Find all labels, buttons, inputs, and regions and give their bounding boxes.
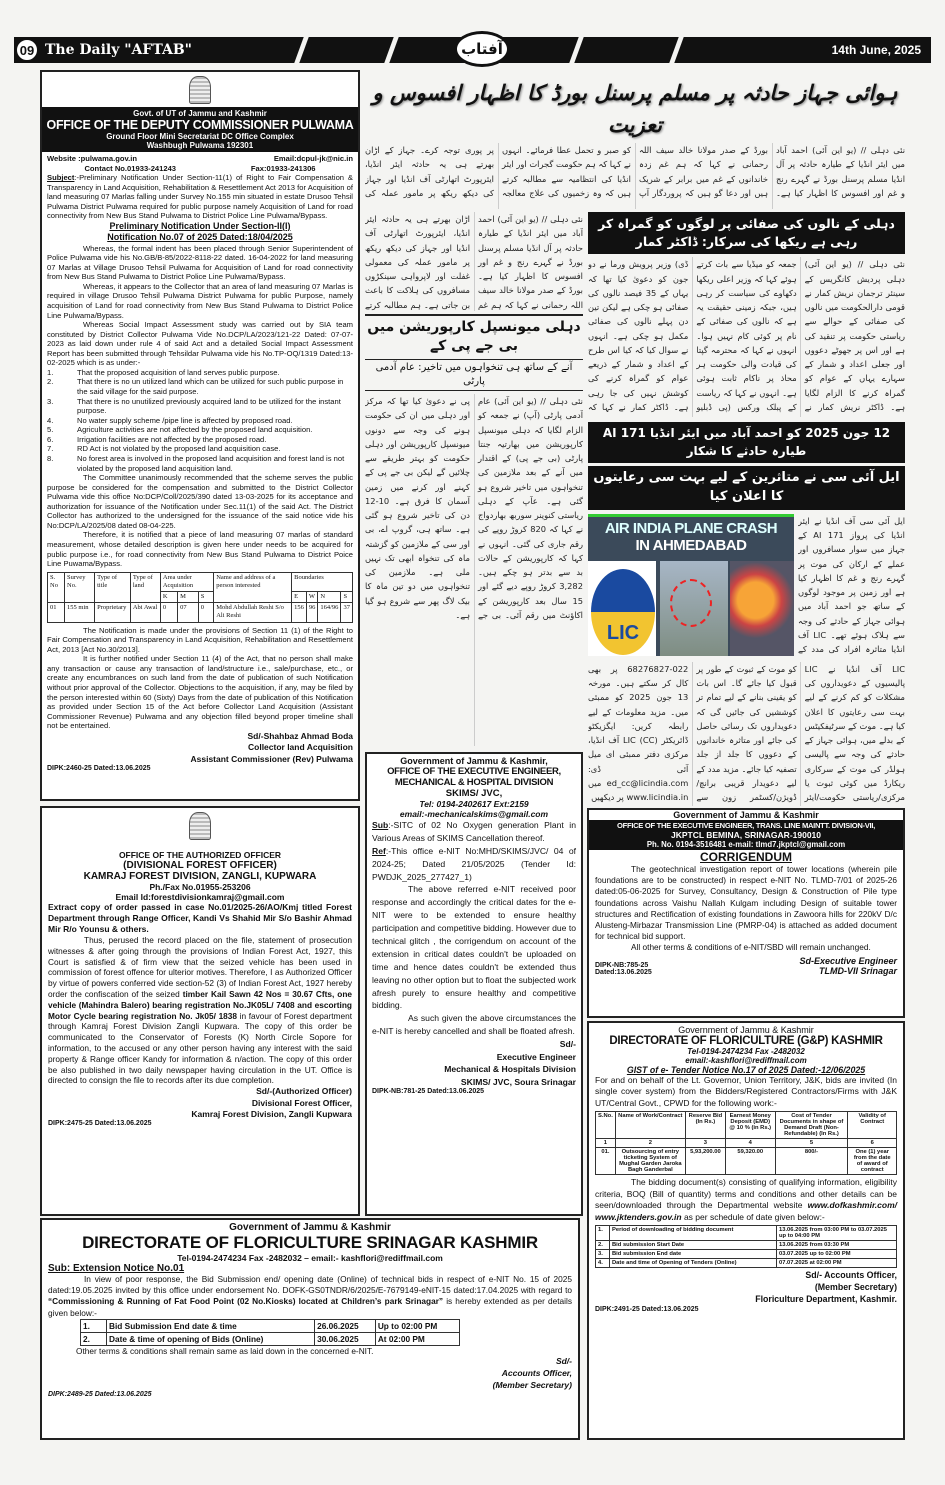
table-row: 4. Date and time of Opening of Tenders (Online) 07.07.2025 at 02:00 PM [596,1259,897,1268]
paragraph: The Notification is made under the provisions of Section 11 (1) of the Right to Fair Compensation and Transparency in Land Acquisition, Rehabilitation and Resettlement Act, 2013 [Act No.30/2013]. [47,625,353,654]
article-mcd: نئی دہلی // (یو این آئی) عام آدمی پارٹی (آپ) نے جمعہ کو الزام لگایا کہ دہلی میونسپل کارپوریشن میں بھارتیہ جنتا پارٹی (بی جے پی) کے اقتدار میں آنے کے بعد ملازمین کی تنخواہوں میں تاخیر شروع ہو گئی ہے۔ عآپ کے دہلی ریاستی کنوینر سوربھ بھاردواج نے کہا کہ 820 کروڑ روپے کی رقم جاری کی گئی۔ انہوں نے کہا کہ کارپوریشن کے حالات بد سے بدتر ہو چکے ہیں۔ 3,282 کروڑ روپے دیے گئے اور 15 سال بعد کارپوریشن کے اکاؤنٹ میں رقم آئی۔ بی جے پی نے دعویٰ کیا تھا کہ مرکز اور دہلی میں ان کی حکومت ہونے کی وجہ سے دونوں میونسپل کارپوریشن اور دہلی حکومت کو بہتر طریقے سے چلائیں گے لیکن بی جے پی کے کہنے اور کرنے میں زمین آسمان کا فرق ہے۔ 10-12 دن کی تاخیر شروع ہو گئی ہے۔ ساتھ ہی، گروپ اے، بی اور سی کے ملازمین کو گزشتہ ماہ کی تنخواہ ابھی تک نہیں ملی ہے۔ ملازمین کی تنخواہوں میں دو تین ماہ کا بیک لاگ پھر سے شروع ہو گیا ہے۔ [365,396,583,620]
reference: Ref:-This office e-NIT No:MHD/SKIMS/JVC/ 04 of 2024-25; Dated 21/05/2025 (Tender Id: PWDJK_2025_277427_1) [372,845,576,882]
dipk-number: DIPK-NB:781-25 Dated:13.06.2025 [372,1087,485,1095]
table-row: 2. Bid submission Start Date 13.06.2025 from 03:30 PM [596,1241,897,1250]
office-title: OFFICE OF THE AUTHORIZED OFFICER [118,850,282,860]
paragraph: The above referred e-NIT received poor response and accordingly the critical dates for the e-NIT were to be extended to ensure healthy participation and competitive bidding. However due to technical glitch , the corrigendum on account of the extension in critical dates couldn't be uploaded on time and hence dates couldn't be extended thus leaving no other option but to float the subjected work afresh purely to ensure healthy and competitive bidding. [372,884,576,1011]
email[interactable]: Email:dcpul-jk@nic.in [273,154,353,163]
contact: Ph. No. 0194-3516481 e-mail: tlmd7.jkptcl@gmail.com [646,840,846,849]
masthead [14,37,931,63]
tender-table: S.No. Name of Work/Contract Reserve Bid (In Rs.) Earnest Money Deposit (EMD) @ 10 % (in Rs.) Cost of Tender Documents in shape of Demand Draft (Non-Refundable) (In Rs.) Validity of Contract 1 2 3 4 5 6 01. Outsourcing of entry ticketing System of Mughal Garden Jaroka Bagh Ganderbal 5,93,200.00 59,320.00 800/- One (1) year from the date of award of contract [595,1111,897,1175]
email[interactable]: email:-kashflori@rediffmail.com [685,1056,807,1065]
dipk-number: DIPK:2489-25 Dated:13.06.2025 [48,1391,152,1399]
corrigendum-title: CORRIGENDUM [700,850,792,864]
signature: Sd/- Accounts Officer, (Member Secretary) Floriculture Department, Kashmir. [755,1270,897,1305]
article-continued: نئی دہلی // (یو این آئی) احمد آباد میں ایئر انڈیا کے طیارہ حادثہ پر آل انڈیا مسلم پرسنل بورڈ نے گہرے رنج و غم اور افسوس کا اظہار کیا ہے۔ بورڈ کے صدر مولانا خالد سیف اللہ رحمانی نے کہا کہ ہم غم اڑان بھرتے ہی یہ حادثہ ایئر انڈیا، ایئرپورٹ اتھارٹی آف انڈیا اور جہاز کی دیکھ ریکھ پر مامور عملہ کی معمولی غفلت اور لاپرواہی سینکڑوں مسافروں کی ہلاکت کا باعث بن جاتی ہے۔ ہم مطالبہ کرتے [365,214,583,310]
office-title: OFFICE OF THE DEPUTY COMMISSIONER PULWAMA [46,118,354,132]
email[interactable]: Email Id:forestdivisionkamraj@gmail.com [115,892,285,902]
office-title: KAMRAJ FOREST DIVISION, ZANGLI, KUPWARA [83,871,317,882]
headline-air-india: 12 جون 2025 کو احمد آباد میں ایئر انڈیا AI 171 طیارہ حادثے کا شکار [588,422,905,463]
paragraph: Therefore, it is notified that a piece of land measuring 07 marlas of standard measurement, whose detailed description is given here under needs to be acquired for public purpose i.e., for road connectivity from New Bus Stand Pulwama to District Poice Line Puwama/Bypass. [47,530,353,569]
signature: Sd/- Accounts Officer, (Member Secretary) [492,1355,572,1390]
divider [569,37,583,63]
state-emblem-icon [189,76,211,104]
paragraph: The geotechnical investigation report of tower locations (wherein pile foundations are to be constructed) in respect e-NIT No. TLMD-7/01 of 2025-26 dated:05-06-2025 for Survey, Consultancy, Design & Construction of Pile type foundations across Vaishu Nallah Kulgam including Design of suitable tower structures and Rectification of existing foundations in Zawoora hills for 220kV D/c Alusteng-Mirbazar Transmission Line (PMRP-04) is attached as added document for technical bid support. [595,864,897,942]
paragraph: In view of poor response, the Bid Submission end/ opening date (Online) of technical bids in respect of e-NIT No. 15 of 2025 dated:19.05.2025 invited by this office under endorsement No. DOFK-GS0TNDR/6/2025/E-7679149-eNIT-15 dated:17.04.2025 with regard to “Commissioning & Running of Fat Food Point (02 No.Kiosks) located at Children’s park Srinagar” is hereby extended as per details given below:- [48,1274,572,1318]
email[interactable]: email:-mechanicalskims@gmail.com [399,809,549,819]
divider [669,37,683,63]
table-row: 1. Bid Submission End date & time 26.06.2025 Up to 02:00 PM [81,1319,460,1332]
govt-line: Government of Jammu & Kashmir [678,1025,814,1035]
paragraph: The bidding document(s) consisting of qualifying information, eligibility criteria, BOQ (Bill of quantity) terms and conditions and other details can be seen/downloaded through the Departmental website www.dofkashmir.com/ www.jktenders.gov.in as per schedule of date given below:- [595,1177,897,1222]
phone: Ph./Fax No.01955-253206 [149,882,251,892]
address: Washbugh Pulwama 192301 [146,141,254,150]
contact: Contact No.01933-241243 [84,163,177,173]
ad-floriculture-srinagar [40,1218,580,1440]
paragraph: The Committee unanimously recommended that the scheme serves the public purpose be considered for the compensation and submitted to the District Collector Pulwama vide this office No:DCP/Coll/2025/390 dated 13-03-2025 for its acceptance and authorization for issuance of the Notification under Sec.11(1) of the said Act. The District Collector has authorized to the undersigned for the issuance of the said notice vide his No:DCP/LA/2025/08 dated 08-04-225. [47,473,353,530]
order-text: Thus, perused the record placed on the file, statement of prosecution witnesses & after going through the provisions of Indian Forest Act, 1927, this Court is satisfied & of firm view that the seized vehicle has been used in commission of forest offence for ulterior motives. Therefore, I as Authorized Officer by virtue of powers conferred vide section-52 (3) of Indian Forest Act, 1927 hereby order the confiscation of the seized timber Kail Sawn 42 Nos = 30.67 Cfts, one vehicle (Mahindra Balero) bearing registration No.JK05L/ 7408 and escorting Motor Cycle bearing registration No. Jk05/ 1838 in favour of Forest department through Kamraj Forest Division Zangli Kupwara. The copy of this order be communicated to the Conservator of Forests (K) North Circle Sopore for information, to the accused or any other person having any interest with the said property & Range officer Kandy for information & n/action. The copy of this order be also published in two daily newspaper having circulation in the UT. Office is directed to consign the file to records after its due completion. [48,935,352,1086]
headline-lic: ایل آئی سی نے متاثرین کے لیے بہت سی رعایتوں کا اعلان کیا [588,466,905,510]
subject: Sub:-SITC of 02 No Oxygen generation Plant in Various Areas of SKIMS Cancellation thereof. [372,820,576,843]
issue-date: 14th June, 2025 [831,43,921,57]
news-image-crash: AIR INDIA PLANE CRASH IN AHMEDABAD LIC [588,514,794,656]
signature: DIPK-NB:785-25 Dated:13.06.2025 Sd-Executive Engineer TLMD-VII Srinagar [595,955,897,976]
divider [294,37,308,63]
office-title: DIRECTORATE OF FLORICULTURE SRINAGAR KASHMIR [82,1233,538,1252]
schedule-table [595,1225,897,1268]
ad-skims [365,752,583,1216]
extension-table [80,1319,460,1346]
table-row: 3. Bid submission End date 03.07.2025 up to 02:00 PM [596,1250,897,1259]
govt-line: Government of Jammu & Kashmir [673,810,819,820]
phone: Tel-0194-2474234 Fax -2482032 [687,1047,805,1056]
fax: Fax:01933-241306 [250,163,316,173]
address: Ground Floor Mini Secretariat DC Office Complex [106,132,294,141]
office-title: (DIVISIONAL FOREST OFFICER) [123,860,277,871]
divider [384,37,398,63]
paragraph: All other terms & conditions of e-NIT/SBD will remain unchanged. [631,942,871,953]
article-delhi-drains: نئی دہلی // (یو این آئی) دہلی پردیش کانگریس کے سینئر ترجمان نریش کمار نے قومی دارالحکومت میں نالوں کی صفائی کے حوالے سے ریاستی حکومت پر تنقید کی ہے اور اس پر جھوٹے دعووں اور جعلی اعداد و شمار کے سہارے یہاں کے عوام کو گمراہ کرنے کا الزام لگایا ہے۔ ڈاکٹر نریش کمار نے جمعہ کو میڈیا سے بات کرتے ہوئے کہا کہ وزیر اعلی ریکھا دکھاوے کی سیاست کر رہی ہیں، جبکہ زمینی حقیقت یہ ہے کہ نالوں کی صفائی کے نام پر کوئی کام نہیں ہوا۔ انہوں نے کہا کہ محترمہ گپتا کی قیادت والی حکومت ہر محاذ پر ناکام ثابت ہوئی ہے۔ انہوں نے کہا کہ ریاست کے پبلک ورکس (پی ڈبلیو ڈی) وزیر پرویش ورما نے دو جون کو دعویٰ کیا تھا کہ یہاں کے 35 فیصد نالوں کی صفائی ہو چکی ہے لیکن تین دن پہلے نالوں کی صفائی مکمل ہو چکی ہے۔ انہوں نے سوال کیا کہ کیا اس طرح کے اعداد و شمار کے ذریعے عوام کو گمراہ کرنے کی کوشش نہیں کی جا رہی ہے۔ ڈاکٹر کمار نے کہا کہ [588,259,905,412]
paragraph: Whereas, the formal indent has been placed through Senior Superintendent of Police Pulwama vide his No.GB/B-85/2022-8118-22 dated. 16-04-2022 for land measuring 07 Marlas at Village Drusoo Tehsil Pulwama for Acquisition of Land for road connectivity from New Bus Stand Pulwama to District Police Line Pulwama/Bypass. [47,243,353,282]
paragraph: As such given the above circumstances the e-NIT is hereby cancelled and shall be floated afresh. [372,1013,576,1037]
dipk-number: DIPK:2460-25 Dated:13.06.2025 [47,765,151,773]
newspaper-logo: آفتاب [454,31,510,67]
newspaper-title: The Daily "AFTAB" [45,42,192,58]
office-title: OFFICE OF THE EXECUTIVE ENGINEER, [387,766,561,777]
notification-number: Notification No.07 of 2025 Dated:18/04/2025 [107,232,293,243]
state-emblem-icon [189,812,211,840]
highlight-circle [670,579,712,627]
subject: Sub: Extension Notice No.01 [48,1263,185,1274]
office-title: OFFICE OF THE EXECUTIVE ENGINEER, TRANS. LINE MAINTT. DIVISION-VII, [617,821,875,830]
case-title: Extract copy of order passed in case No.01/2025-26/AO/Kmj titled Forest Department through Range Officer, Kandi Vs Shahid Mir S/o Bashir Ahmad Mir R/o Younsu & others. [48,902,352,935]
signature: Sd/-Shahbaz Ahmad Boda Collector land Acquisition Assistant Commissioner (Rev) Pulwama [190,730,353,764]
website[interactable]: Website :pulwama.gov.in [47,154,138,163]
findings-list: 1. That the proposed acquisition of land serves public purpose. 2. That there is no un utilized land which can be utilized for such public purpose in the said village for the said purpose. 3. That there is no unutilized previously acquired land to be utilized for the instant purpose. 4. No water supply scheme /pipe line is affected by proposed road. 5. Agriculture activities are not affected by the proposed land acquisition. 6. Irrigation facilities are not affected by the proposed road. 7. RD Act is not violated by the proposed land acquisition case. 8. No forest area is involved in the proposed land acquisition and forest land is not violated by the proposed land acquisition land. [47,367,345,473]
subject: Subject:-Preliminary Notification Under Section-11(1) of Right to Fair Compensation & Transparency in Land Acquisition, Rehabilitation & Resettlement Act 2013 for Acquisition of land measuring 07 Marlas falling under Survey No.155 min situated in estate Drusoo Tehsil Pulwama District Pulwama required for public purpose namely Acquisition of Land for road connectivity from New Bus Stand Pulwama to District Police Line Pulwama/Bypass. [47,173,353,221]
office-title: SKIMS/ JVC, [445,788,503,799]
page-number: 09 [15,38,39,62]
govt-line: Govt. of UT of Jammu and Kashmir [133,109,267,118]
ad-dc-pulwama [40,70,360,801]
headline-delhi-drains: دہلی کے نالوں کی صفائی پر لوگوں کو گمراہ کر رہی ہے ریکھا کی سرکار: ڈاکٹر کمار [588,212,905,254]
ad-jkptcl [587,808,905,1018]
article-muslim-board: نئی دہلی // (یو این آئی) احمد آباد میں ایئر انڈیا کے طیارہ حادثہ پر آل انڈیا مسلم پرسنل بورڈ نے گہرے رنج و غم اور افسوس کا اظہار کیا ہے۔ بورڈ کے صدر مولانا خالد سیف اللہ رحمانی نے کہا کہ ہم غم زدہ خاندانوں کے غم میں برابر کے شریک ہیں اور دعا گو ہیں کہ پروردگار آپ کو صبر و تحمل عطا فرمائے۔ انہوں نے کہا کہ ہم حکومت گجرات اور ایئر انڈیا کی انتظامیہ سے مطالبہ کرتے ہیں کہ وہ زخمیوں کی علاج معالجہ پر پوری توجہ کرے۔ جہاز کے اڑان بھرتے ہی یہ حادثہ ایئر انڈیا، ایئرپورٹ اتھارٹی آف انڈیا اور جہاز کی دیکھ ریکھ پر مامور عملہ کی [365,145,905,198]
office-title: JKPTCL BEMINA, SRINAGAR-190010 [670,830,822,840]
dipk-number: DIPK:2475-25 Dated:13.06.2025 [48,1120,152,1128]
notice-heading: Preliminary Notification Under Section-II(I) [109,220,291,231]
headline-muslim-board: ہوائی جہاز حادثہ پر مسلم پرسنل بورڈ کا اظہار افسوس و تعزیت [372,81,898,137]
urdu-news-area [365,78,905,806]
paragraph: For and on behalf of the Lt. Governor, Union Territory, J&K, bids are invited (In single cover system) from the Bidders/Registered Contractors/Firms with J&K UT/Central Govt., CPWD for the following work:- [595,1075,897,1108]
office-title: DIRECTORATE OF FLORICULTURE (G&P) KASHMIR [609,1035,883,1047]
article-lic-intro: ایل آئی سی آف انڈیا نے ایئر انڈیا کی پرواز AI 171 کے جہاز میں سوار مسافروں اور عملے کے ارکان کی موت پر گہرے رنج و غم کا اظہار کیا ہے اور زمین پر موجود لوگوں کے ساتھ جو احمد آباد میں ہوائی جہاز کے حادثے کی وجہ سے ہلاک ہوئے تھے۔ LIC آف انڈیا متاثرہ افراد کی مدد کے [798,515,905,655]
paragraph: It is further notified under Section 11 (4) of the Act, that no person shall make any transaction or cause any transaction of land/structure i.e., sale/purchase, etc., or create any encumbrances on such land from the date of publication of such Notification without prior approval of the Collector. Objections to the acquisition, if any, may be filed by the person interested within 60 (Sixty) Days from the date of publication of this Notification as provided under Section 15 of the Act before Collector Land Acquisition (Assistant Commissioner Revenue) Pulwama and any objection filled beyond proper timeline shall not be entertained. [47,654,353,731]
contact: Tel-0194-2474234 Fax -2482032 – email:- kashflori@rediffmail.com [177,1253,443,1263]
phone: Tel: 0194-2402617 Ext:2159 [419,799,529,809]
ad-floriculture-gp [587,1021,905,1440]
lic-logo-icon: LIC [591,569,655,655]
tender-notice-title: GIST of e- Tender Notice No.17 of 2025 Dated:-12/06/2025 [626,1065,866,1075]
table-row: 01 155 min Proprietary Abi Awal 0 07 0 Mohd Abdullah Reshi S/o Ali Reshi 156 96 164/96 37 [48,603,353,622]
headline-mcd: دہلی میونسپل کارپوریشن میں بی جے پی کے آنے کے ساتھ ہی تنخواہوں میں تاخیر: عام آدمی پارٹی [365,314,583,391]
office-title: MECHANICAL & HOSPITAL DIVISION [394,777,554,788]
article-lic: LIC آف انڈیا نے LIC پالیسیوں کے دعویداروں کی مشکلات کو کم کرنے کے لیے بہت سی رعایتوں کا اعلان کیا ہے۔ موت کے سرٹیفکیٹس کے بدلے میں، ہوائی جہاز کے حادثے کی وجہ سے پالیسی ہولڈر کی موت کے سرکاری ریکارڈ میں کوئی ثبوت یا مرکزی/ریاستی حکومت/ایئر کو موت کے ثبوت کے طور پر قبول کیا جائے گا۔ اس بات کو یقینی بنانے کے لیے تمام تر کوششیں کی جائیں گی کہ دعویداروں تک رسائی حاصل کی جائے اور متاثرہ خاندانوں کے دعووں کا جلد از جلد تصفیہ کیا جائے۔ مزید مدد کے لیے دعویدار قریبی برانچ/ڈویژن/کسٹمر زون سے 022-68276827 پر بھی کال کر سکتے ہیں۔ مورخہ 13 جون 2025 کو ممبئی میں۔ مزید معلومات کے لیے رابطہ کریں: ایگزیکٹو ڈائریکٹر LIC (CC) آف انڈیا، مرکزی دفتر ممبئی ای میل آئی ڈی: ed_cc@licindia.com میں www.licindia.in پر دیکھیں [588,663,905,803]
paragraph: Whereas Social Impact Assessment study was carried out by SIA team constituted by District Collector Pulwama Vide No.DCP/LA/2023/121-22 Dated: 07-07-2023 as laid down under rule 4 of said Act and a detailed Social Impact Assessment Report has been submitted through Tehsildar Pulwama vide his No.TP-OQ/1319 Dated:13-02-2025 which is as under:- [47,320,353,368]
govt-line: Government of Jammu & Kashmir, [400,756,548,766]
table-row: 2. Date & time of opening of Bids (Online) 30.06.2025 At 02:00 PM [81,1332,460,1345]
signature: Sd/-(Authorized Officer) Divisional Forest Officer, Kamraj Forest Division, Zangli Kupwara [191,1086,352,1120]
paragraph: Whereas, it appears to the Collector that an area of land measuring 07 Marlas is required in village Drusoo Tehsil Pulwama District Pulwama for public Purpose, namely acquisition of Land for road connectivity from New Bus Stand Pulwama to District Police Line Pulwama/Bypass. [47,281,353,320]
table-row: 1. Period of downloading of bidding document 13.06.2025 from 03:00 PM to 03.07.2025 up to 04:00 PM [596,1226,897,1241]
table-row: 01. Outsourcing of entry ticketing System of Mughal Garden Jaroka Bagh Ganderbal 5,93,200.00 59,320.00 800/- One (1) year from the date of award of contract [596,1148,897,1175]
paragraph: Other terms & conditions shall remain same as laid down in the concerned e-NIT. [76,1345,374,1356]
signature: Sd/- Executive Engineer Mechanical & Hospitals Division SKIMS/ JVC, Soura Srinagar [444,1039,576,1087]
dipk-number: DIPK:2491-25 Dated:13.06.2025 [595,1305,699,1313]
land-table: S. No Survey No. Type of title Type of land Area under Acquisition Name and address of a person interested Boundaries K M S E W N S 01 155 min Proprietary Abi Awal 0 07 0 Mohd Abdullah Reshi S/o Ali Reshi 156 96 164/96 37 [47,572,353,623]
ad-forest-kupwara [40,806,360,1216]
govt-line: Government of Jammu & Kashmir [229,1222,391,1233]
